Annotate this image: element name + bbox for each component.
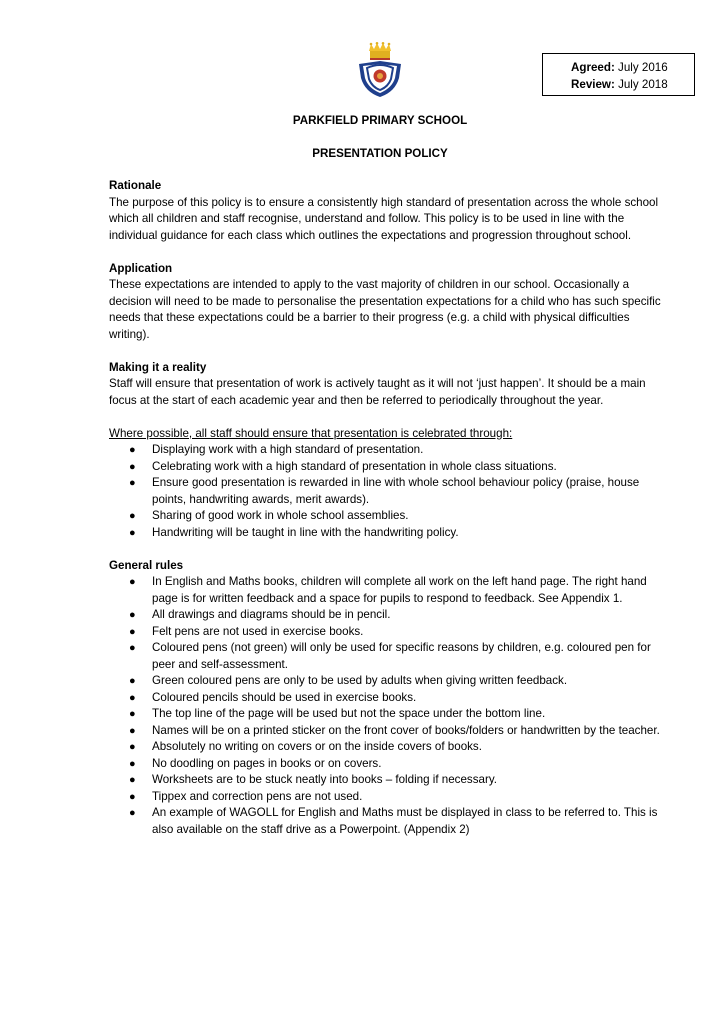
review-label: Review: — [571, 77, 615, 91]
policy-body — [109, 178, 664, 855]
list-item: ● Felt pens are not used in exercise books. — [109, 624, 664, 641]
agreed-label: Agreed: — [571, 61, 615, 74]
bullet-icon: ● — [129, 691, 136, 704]
bullet-icon: ● — [129, 807, 136, 819]
celebrate-intro: Where possible, all staff should ensure that presentation is celebrated through: — [109, 426, 513, 440]
list-item: ● Ensure good presentation is rewarded in line with whole school behaviour policy (praise, house points, handwriting awards, merit awards). — [129, 476, 640, 506]
bullet-icon: ● — [129, 526, 136, 539]
bullet-icon: ● — [129, 675, 136, 687]
agreed-value: July 2016 — [618, 61, 668, 74]
crown-icon — [369, 42, 391, 60]
reality-heading: Making it a reality — [109, 360, 207, 374]
bullet-icon: ● — [129, 790, 136, 803]
bullet-icon: ● — [129, 741, 136, 753]
list-item: ● Displaying work with a high standard of presentation. — [109, 442, 664, 459]
bullet-icon: ● — [129, 724, 136, 737]
bullet-icon: ● — [129, 460, 136, 473]
bullet-icon: ● — [129, 477, 136, 489]
bullet-icon: ● — [129, 510, 136, 522]
list-item: ● Worksheets are to be stuck neatly into books – folding if necessary. — [109, 772, 664, 789]
bullet-icon: ● — [129, 642, 136, 654]
school-crest-logo — [355, 42, 405, 98]
bullet-icon: ● — [129, 757, 136, 770]
list-item: ● Coloured pencils should be used in exercise books. — [109, 690, 664, 707]
general-rules-list — [109, 574, 664, 838]
bullet-icon: ● — [129, 576, 136, 588]
policy-dates-box — [542, 53, 695, 96]
reality-text: Staff will ensure that presentation of work is actively taught as it will not ‘just happen’. It should be a main focus at the start of each academic year and then be referred to periodically throughout the year. — [109, 377, 646, 407]
bullet-icon: ● — [129, 774, 136, 786]
general-rules-heading: General rules — [109, 558, 184, 572]
bullet-icon: ● — [129, 609, 136, 621]
list-item: ● Absolutely no writing on covers or on the inside covers of books. — [109, 739, 664, 756]
school-name: PARKFIELD PRIMARY SCHOOL — [292, 114, 468, 127]
policy-title: PRESENTATION POLICY — [312, 147, 448, 160]
rationale-text: The purpose of this policy is to ensure a consistently high standard of presentation across the whole school which all children and staff recognise, understand and follow. This policy is to be used in line with the individual guidance for each class which outlines the expectations and progression throughout school. — [109, 195, 659, 242]
bullet-icon: ● — [129, 708, 136, 720]
list-item: ● Coloured pens (not green) will only be used for specific reasons by children, e.g. coloured pen for peer and self-assessment. — [129, 641, 651, 671]
list-item: ● In English and Maths books, children will complete all work on the left hand page. The right hand page is for written feedback and a space for pupils to respond to feedback. See Appendix 1. — [129, 575, 647, 605]
bullet-icon: ● — [129, 625, 136, 638]
list-item: ● Names will be on a printed sticker on the front cover of books/folders or handwritten by the teacher. — [109, 723, 664, 740]
agreed-row — [571, 60, 694, 77]
application-heading: Application — [109, 261, 173, 275]
rationale-heading: Rationale — [109, 179, 162, 192]
list-item: ● No doodling on pages in books or on covers. — [109, 756, 664, 773]
list-item: ● An example of WAGOLL for English and Maths must be displayed in class to be referred to. This is also available on the staff drive as a Powerpoint. (Appendix 2) — [129, 806, 658, 836]
application-text: These expectations are intended to apply to the vast majority of children in our school. Occasionally a decision will need to be made to personalise the presentation expectations for a child who has such specific needs that these expectations could be a barrier to their progress (e.g. a child with physical difficulties writing). — [109, 278, 661, 341]
review-value: July 2018 — [618, 77, 668, 91]
bullet-icon: ● — [129, 444, 136, 456]
celebrate-list — [109, 442, 664, 541]
list-item: ● Sharing of good work in whole school assemblies. — [109, 508, 664, 525]
review-row — [571, 77, 694, 94]
list-item: ● Green coloured pens are only to be used by adults when giving written feedback. — [109, 673, 664, 690]
list-item: ● The top line of the page will be used but not the space under the bottom line. — [109, 706, 664, 723]
list-item: ● Celebrating work with a high standard of presentation in whole class situations. — [109, 459, 664, 476]
list-item: ● Handwriting will be taught in line with the handwriting policy. — [109, 525, 664, 542]
list-item: ● Tippex and correction pens are not used. — [109, 789, 664, 806]
list-item: ● All drawings and diagrams should be in pencil. — [109, 607, 664, 624]
